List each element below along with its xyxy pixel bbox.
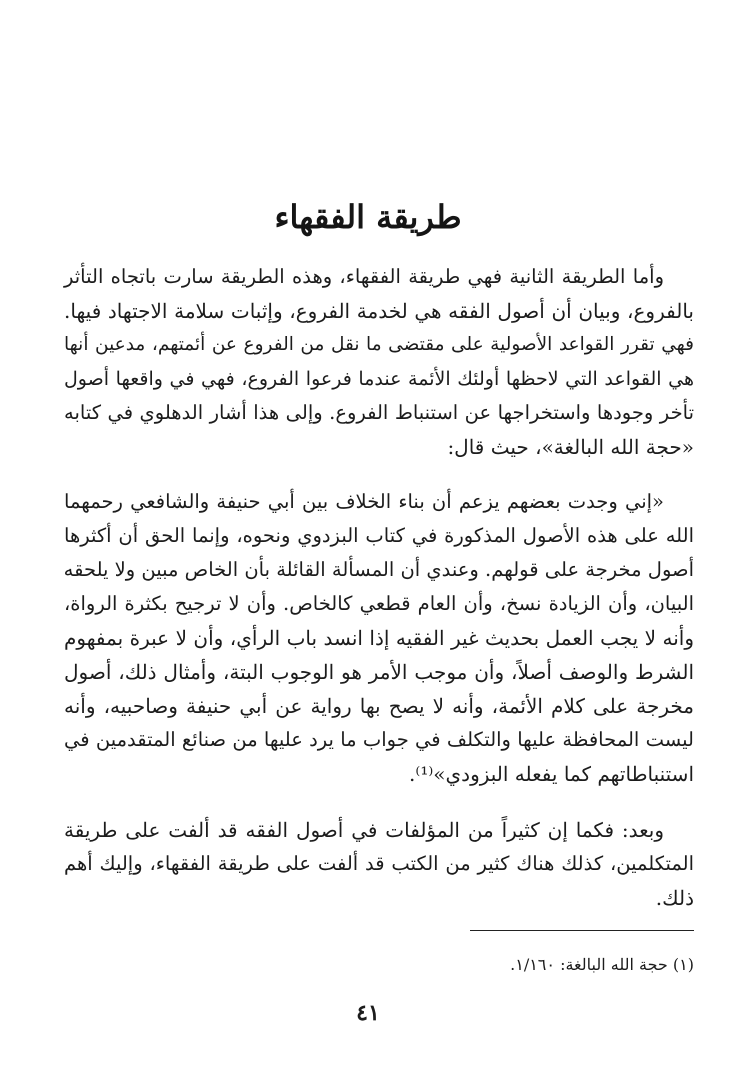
text-line: فهي تقرر القواعد الأصولية على مقتضى ما نقل من الفروع عن أئمتهم، مدعين أنها	[64, 334, 694, 355]
paragraph-quotation	[64, 485, 694, 791]
text-line: «حجة الله البالغة»، حيث قال:	[447, 435, 694, 459]
text-line: ذلك.	[655, 886, 694, 910]
footnote-divider	[470, 930, 694, 931]
text-line: أصول مخرجة على قولهم. وعندي أن المسألة القائلة بأن الخاص مبين ولا يلحقه	[63, 558, 694, 581]
text-line: البيان، وأن الزيادة نسخ، وأن العام قطعي كالخاص. وأن لا ترجيح بكثرة الرواة،	[64, 592, 694, 615]
text-line: الله على هذه الأصول المذكورة في كتاب البزدوي ونحوه، وإنما الحق أن أكثرها	[64, 524, 694, 547]
paragraph-conclusion	[64, 813, 694, 915]
text-line: استنباطاتهم كما يفعله البزودي»⁽¹⁾.	[409, 762, 694, 786]
text-line: المتكلمين، كذلك هناك كثير من الكتب قد ألفت على طريقة الفقهاء، وإليك أهم	[64, 852, 694, 875]
footnote: (١) حجة الله البالغة: ١/١٦٠.	[510, 955, 694, 974]
text-line: ليست المحافظة عليها والتكلف في جواب ما يرد عليها من صنائع المتقدمين في	[64, 728, 694, 751]
text-line: وأما الطريقة الثانية فهي طريقة الفقهاء، وهذه الطريقة سارت باتجاه التأثر	[64, 265, 664, 288]
paragraph-intro	[64, 260, 694, 464]
text-line: مخرجة على كلام الأئمة، وأنه لا يصح بها رواية عن أبي حنيفة وصاحبيه، وأنه	[64, 694, 694, 718]
text-line: وبعد: فكما إن كثيراً من المؤلفات في أصول الفقه قد ألفت على طريقة	[64, 818, 664, 842]
text-line: هي القواعد التي لاحظها أولئك الأئمة عندما فرعوا الفروع، فهي في واقعها أصول	[64, 368, 694, 390]
text-line: تأخر وجودها واستخراجها عن استنباط الفروع. وإلى هذا أشار الدهلوي في كتابه	[64, 401, 694, 424]
text-line: بالفروع، وبيان أن أصول الفقه هي لخدمة الفروع، وإثبات سلامة الاجتهاد فيها.	[64, 299, 694, 323]
text-line: الشرط والوصف أصلاً، وأن موجب الأمر هو الوجوب البتة، وأمثال ذلك، أصول	[64, 660, 695, 684]
text-line: وأنه لا يجب العمل بحديث غير الفقيه إذا انسد باب الرأي، وأن لا عبرة بمفهوم	[64, 626, 694, 650]
page-number: ٤١	[356, 1000, 380, 1026]
section-heading: طريقة الفقهاء	[274, 198, 462, 236]
text-line: «إني وجدت بعضهم يزعم أن بناء الخلاف بين أبي حنيفة والشافعي رحمهما	[64, 490, 664, 513]
